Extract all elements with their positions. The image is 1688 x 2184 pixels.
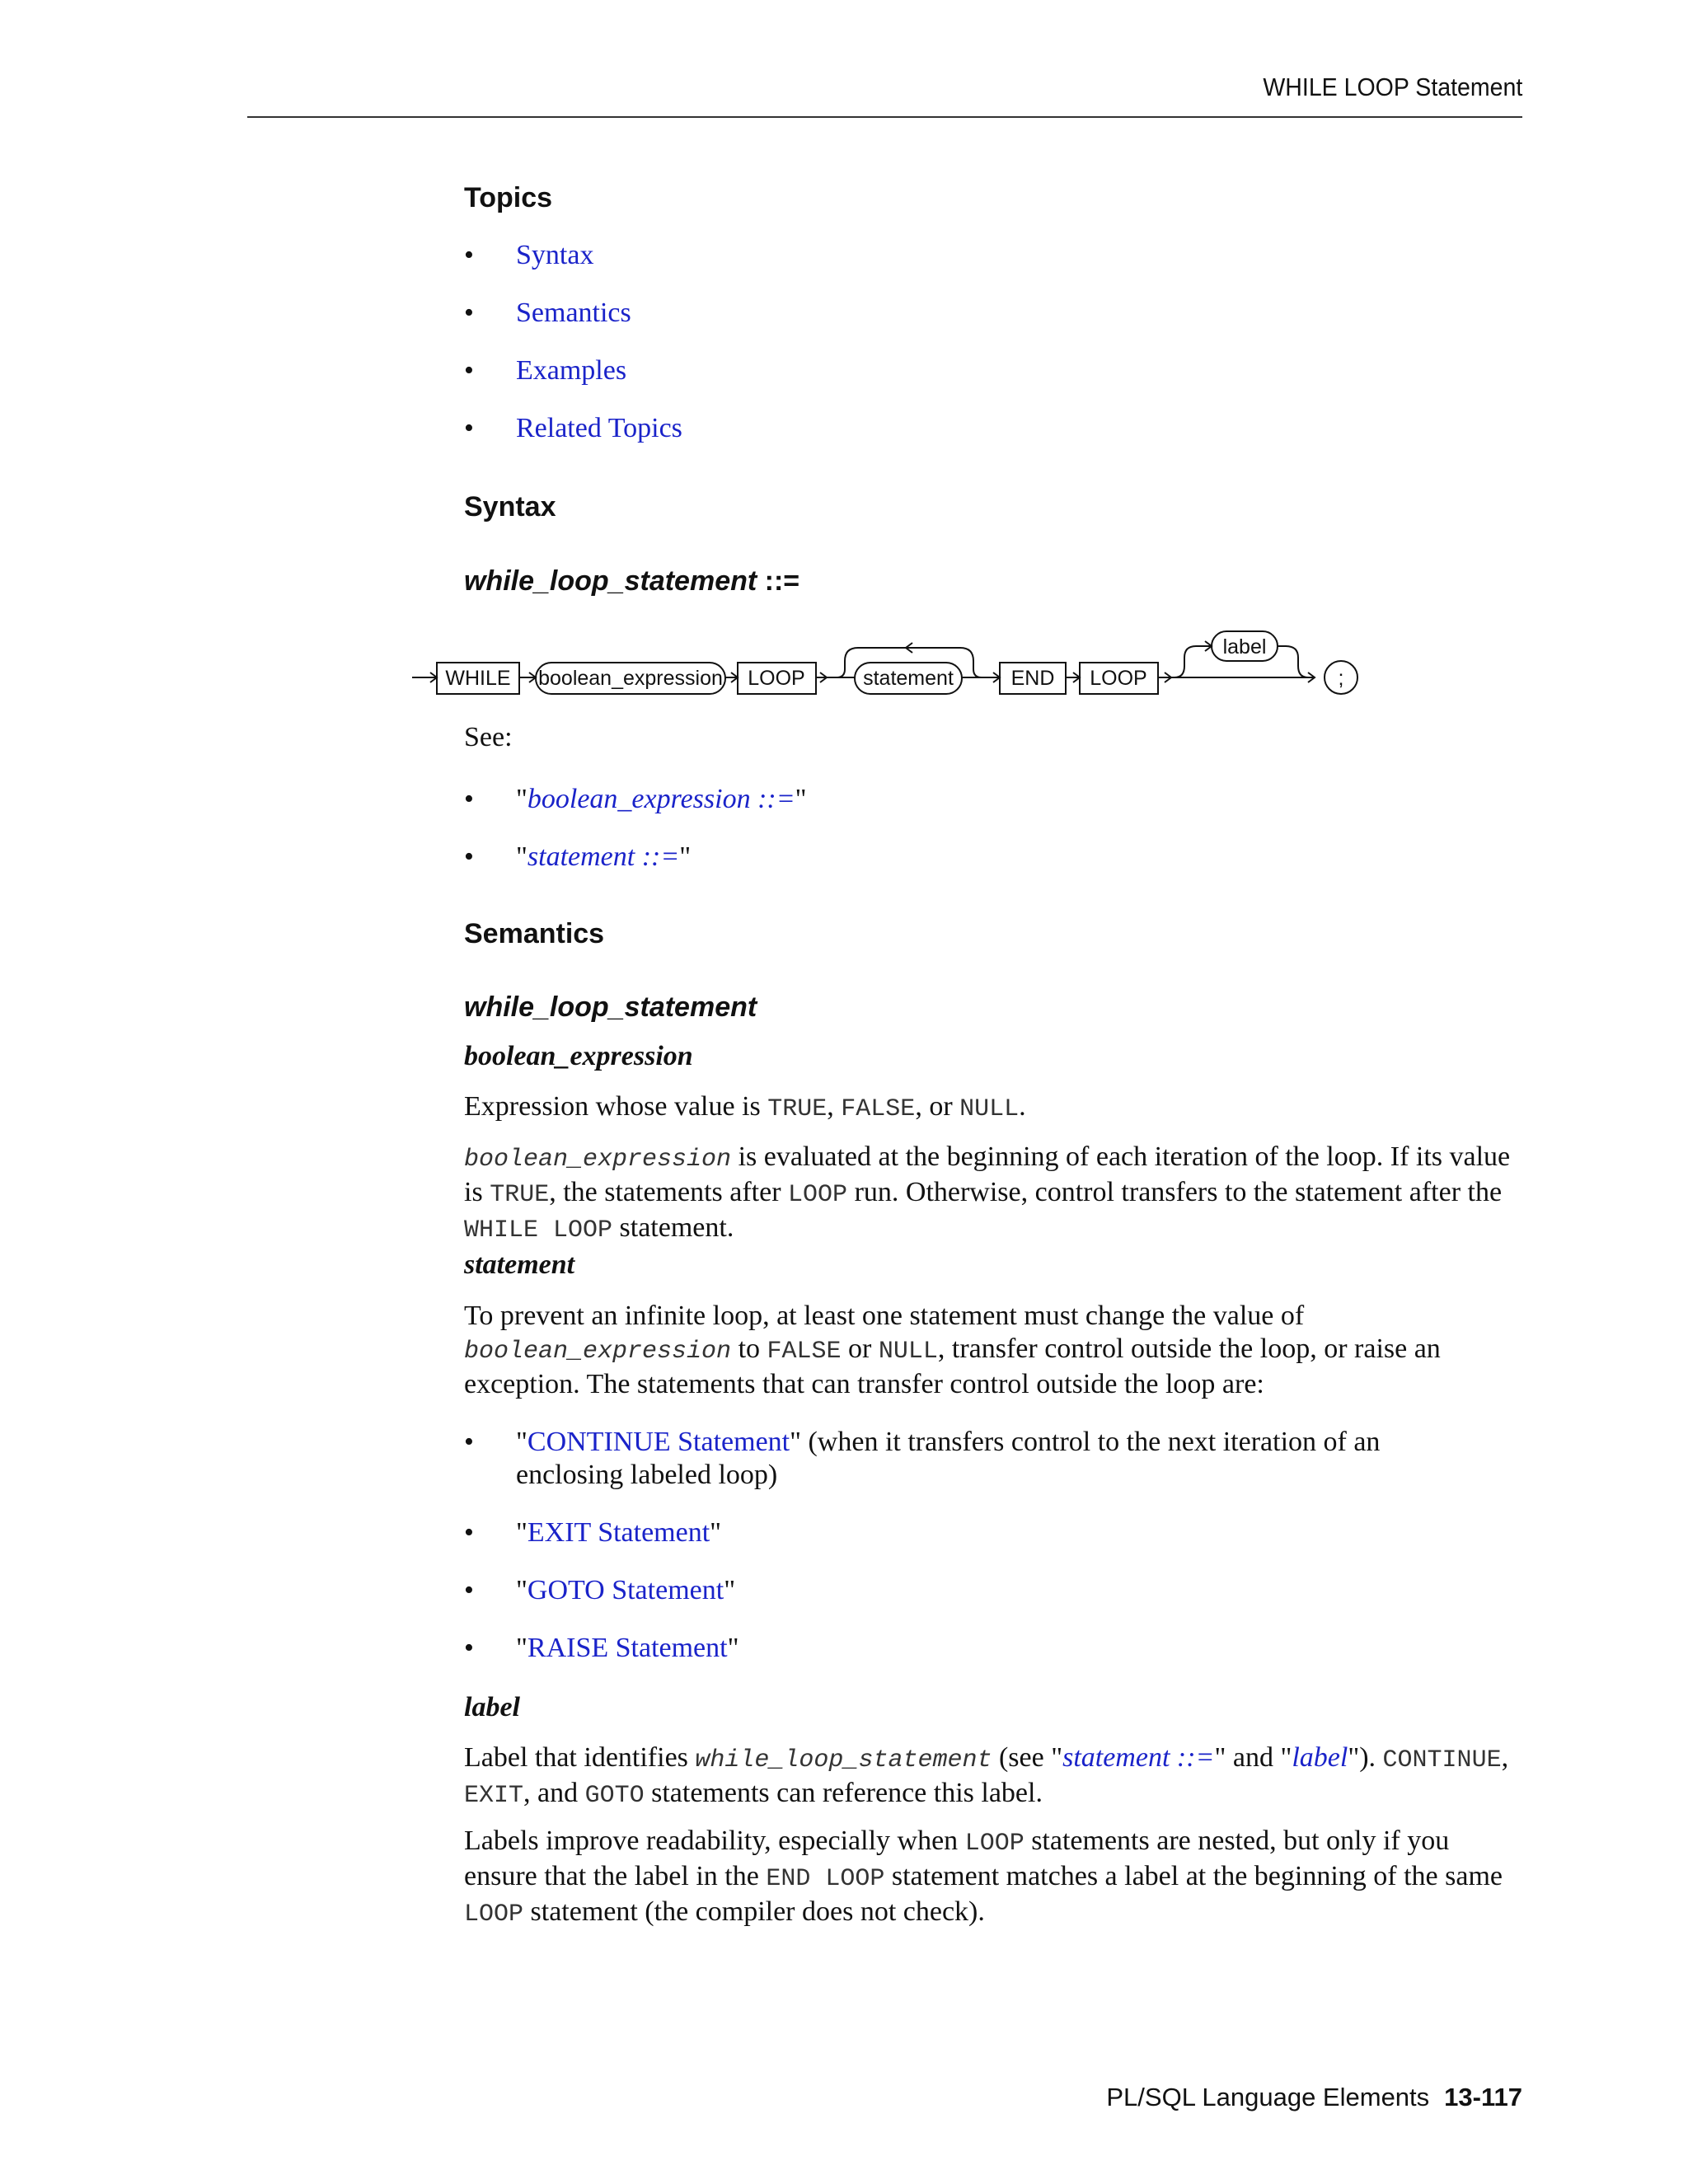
diagram-boolean-expression: boolean_expression (538, 667, 723, 690)
topics-heading: Topics (464, 182, 553, 213)
diagram-label: label (1222, 635, 1267, 658)
page-footer (1106, 2083, 1522, 2112)
list-item: • "GOTO Statement" (464, 1574, 1453, 1632)
list-item: • "EXIT Statement" (464, 1516, 1453, 1574)
semantics-heading: Semantics (464, 918, 605, 949)
boolean-expression-desc-1: Expression whose value is TRUE, FALSE, or NULL. (464, 1091, 1026, 1123)
see-item: • "statement ::=" (464, 841, 1453, 898)
syntax-rule-title (464, 565, 799, 598)
term-boolean-expression: boolean_expression (464, 1041, 693, 1071)
railroad-diagram (408, 626, 1364, 717)
topic-link-related-topics[interactable]: Related Topics (516, 413, 682, 443)
topics-item-related (464, 412, 1453, 470)
rule-op: ::= (757, 565, 800, 597)
topics-item-semantics (464, 297, 1453, 354)
link-label[interactable]: label (1292, 1742, 1348, 1773)
link-raise-statement[interactable]: RAISE Statement (527, 1633, 728, 1663)
term-statement: statement (464, 1249, 575, 1280)
topic-link-examples[interactable]: Examples (516, 355, 627, 386)
syntax-heading: Syntax (464, 491, 556, 523)
header-rule (247, 116, 1522, 118)
syntax-diagram (408, 626, 1364, 717)
statement-desc: To prevent an infinite loop, at least one statement must change the value of boolean_expression to FALSE or NULL, transfer control outside the loop, or raise an exception. The statements that can transfer control outside the loop are: (464, 1301, 1441, 1399)
transfer-statements-list (464, 1426, 1453, 1690)
list-item: • "CONTINUE Statement" (when it transfers control to the next iteration of an enclosing labeled loop) (464, 1426, 1453, 1516)
topics-list (464, 239, 1453, 470)
page-number: 13-117 (1444, 2083, 1522, 2111)
topics-item-syntax (464, 239, 1453, 297)
rule-name: while_loop_statement (464, 565, 757, 597)
diagram-statement: statement (863, 667, 954, 690)
footer-section: PL/SQL Language Elements (1106, 2083, 1430, 2111)
term-label: label (464, 1692, 520, 1722)
see-list (464, 783, 1453, 898)
diagram-semicolon: ; (1338, 667, 1344, 690)
semantics-subheading: while_loop_statement (464, 991, 757, 1023)
label-desc-1: Label that identifies while_loop_statement (see "statement ::=" and "label"). CONTINUE, EXIT, and GOTO statements can reference this label. (464, 1742, 1509, 1810)
see-link-statement[interactable]: statement ::= (527, 841, 680, 872)
see-label: See: (464, 722, 513, 752)
see-item: • "boolean_expression ::=" (464, 783, 1453, 841)
list-item: • "RAISE Statement" (464, 1632, 1453, 1690)
link-continue-statement[interactable]: CONTINUE Statement (527, 1427, 790, 1457)
diagram-loop: LOOP (748, 667, 805, 690)
diagram-while: WHILE (445, 667, 511, 690)
running-header: WHILE LOOP Statement (1263, 73, 1522, 101)
link-statement-rule[interactable]: statement ::= (1062, 1742, 1215, 1773)
topic-link-semantics[interactable]: Semantics (516, 298, 631, 328)
link-goto-statement[interactable]: GOTO Statement (527, 1575, 724, 1605)
topic-link-syntax[interactable]: Syntax (516, 240, 594, 270)
link-exit-statement[interactable]: EXIT Statement (527, 1517, 710, 1548)
see-link-boolean-expression[interactable]: boolean_expression ::= (527, 784, 795, 814)
diagram-loop-2: LOOP (1090, 667, 1147, 690)
diagram-end: END (1010, 667, 1055, 690)
label-desc-2: Labels improve readability, especially when LOOP statements are nested, but only if you ensure that the label in the END LOOP statement matches a label at the beginning of the same LOOP statement (the compiler does not check). (464, 1825, 1503, 1929)
boolean-expression-desc-2: boolean_expression is evaluated at the beginning of each iteration of the loop. If its value is TRUE, the statements after LOOP run. Otherwise, control transfers to the statement after the WHILE LOOP statement. (464, 1141, 1511, 1244)
topics-item-examples (464, 354, 1453, 412)
